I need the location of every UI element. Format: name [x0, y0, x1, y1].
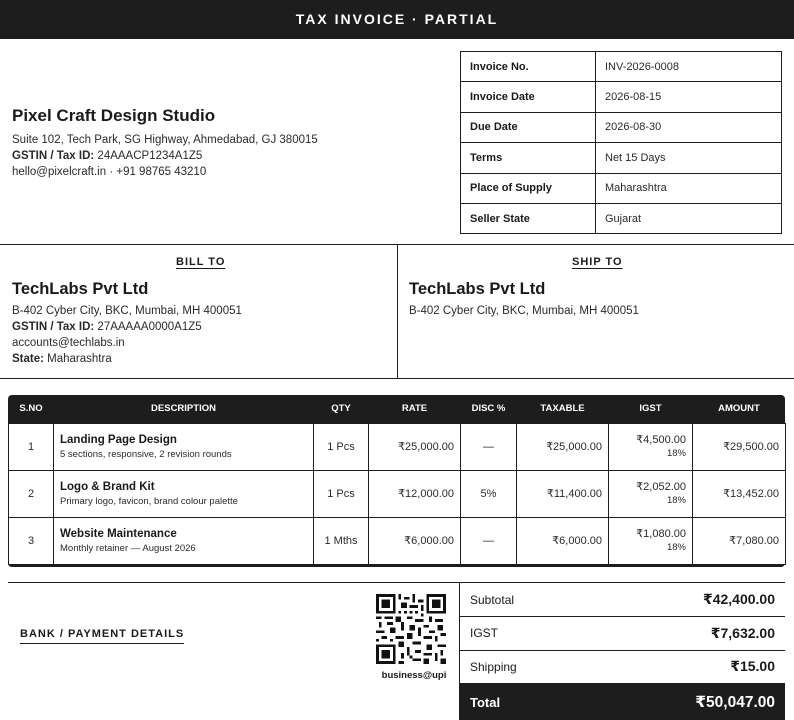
- seller-gstin-line: [12, 148, 442, 164]
- column-header: RATE: [401, 403, 428, 415]
- item-title: Logo & Brand Kit: [60, 480, 155, 493]
- igst-amount: ₹1,080.00: [636, 527, 686, 540]
- total-value: ₹50,047.00: [590, 684, 785, 720]
- seller-name: Pixel Craft Design Studio: [12, 106, 216, 125]
- bill-to-gstin-label: GSTIN / Tax ID:: [12, 321, 95, 333]
- subtotal-row: [460, 583, 785, 617]
- meta-row: [461, 173, 782, 203]
- meta-value: INV-2026-0008: [596, 52, 782, 82]
- ship-to-name: TechLabs Pvt Ltd: [409, 280, 546, 298]
- bill-to-gstin-line: [12, 319, 242, 335]
- row-disc: —: [461, 423, 517, 470]
- row-rate: ₹25,000.00: [369, 423, 461, 470]
- bill-to-heading: BILL TO: [176, 256, 226, 268]
- table-row: [9, 470, 786, 517]
- column-header: QTY: [331, 403, 351, 415]
- column-header: DISC %: [471, 403, 506, 415]
- items-header-row: [9, 395, 786, 423]
- meta-label: Due Date: [461, 112, 596, 142]
- meta-label: Terms: [461, 143, 596, 173]
- item-subtitle: Monthly retainer — August 2026: [60, 542, 196, 554]
- igst-amount: ₹4,500.00: [636, 433, 686, 446]
- bill-to-email: accounts@techlabs.in: [12, 337, 125, 349]
- seller-address: Suite 102, Tech Park, SG Highway, Ahmedabad, GJ 380015: [12, 134, 318, 146]
- item-subtitle: Primary logo, favicon, brand colour palette: [60, 495, 238, 507]
- meta-row: [461, 52, 782, 82]
- row-description: [54, 423, 314, 470]
- igst-rate: 18%: [666, 447, 686, 459]
- column-header: AMOUNT: [718, 403, 760, 415]
- seller-contact: hello@pixelcraft.in · +91 98765 43210: [12, 166, 207, 178]
- total-label: Total: [460, 684, 590, 720]
- divider: [397, 244, 398, 379]
- bill-to-address: B-402 Cyber City, BKC, Mumbai, MH 400051: [12, 305, 242, 317]
- row-sno: 1: [9, 423, 54, 470]
- row-taxable: ₹25,000.00: [517, 423, 609, 470]
- row-igst: [609, 423, 693, 470]
- table-row: [9, 423, 786, 470]
- meta-label: Place of Supply: [461, 173, 596, 203]
- igst-value: ₹7,632.00: [590, 617, 785, 651]
- column-header: IGST: [639, 403, 662, 415]
- bill-to-details: [12, 303, 242, 367]
- row-igst: [609, 470, 693, 517]
- invoice-title-bar: TAX INVOICE · PARTIAL: [0, 0, 794, 39]
- row-sno: 2: [9, 470, 54, 517]
- meta-value: 2026-08-15: [596, 82, 782, 112]
- invoice-meta-table: [460, 51, 782, 234]
- meta-label: Invoice No.: [461, 52, 596, 82]
- igst-row: [460, 617, 785, 651]
- meta-label: Seller State: [461, 203, 596, 233]
- igst-rate: 18%: [666, 494, 686, 506]
- meta-value: 2026-08-30: [596, 112, 782, 142]
- row-igst: [609, 517, 693, 564]
- column-header: DESCRIPTION: [151, 403, 216, 415]
- ship-to-address: B-402 Cyber City, BKC, Mumbai, MH 400051: [409, 305, 639, 317]
- row-disc: 5%: [461, 470, 517, 517]
- item-title: Website Maintenance: [60, 527, 177, 540]
- meta-row: [461, 203, 782, 233]
- meta-row: [461, 143, 782, 173]
- meta-row: [461, 82, 782, 112]
- bank-details-heading: BANK / PAYMENT DETAILS: [20, 628, 184, 644]
- item-title: Landing Page Design: [60, 433, 177, 446]
- seller-block: [12, 106, 442, 180]
- row-qty: 1 Pcs: [314, 423, 369, 470]
- total-row: [460, 684, 785, 720]
- meta-value: Maharashtra: [596, 173, 782, 203]
- subtotal-value: ₹42,400.00: [590, 583, 785, 617]
- qr-code-icon: [376, 594, 446, 664]
- row-qty: 1 Mths: [314, 517, 369, 564]
- upi-id: business@upi: [381, 670, 447, 681]
- row-qty: 1 Pcs: [314, 470, 369, 517]
- row-disc: —: [461, 517, 517, 564]
- subtotal-label: Subtotal: [460, 583, 590, 617]
- seller-gstin: 24AAACP1234A1Z5: [97, 150, 203, 162]
- row-amount: ₹13,452.00: [693, 470, 786, 517]
- item-subtitle: 5 sections, responsive, 2 revision rounds: [60, 448, 232, 460]
- igst-label: IGST: [460, 617, 590, 651]
- row-description: [54, 470, 314, 517]
- row-rate: ₹6,000.00: [369, 517, 461, 564]
- column-header: TAXABLE: [540, 403, 585, 415]
- igst-amount: ₹2,052.00: [636, 480, 686, 493]
- shipping-row: [460, 650, 785, 684]
- row-taxable: ₹11,400.00: [517, 470, 609, 517]
- bill-to-state-label: State:: [12, 353, 44, 365]
- seller-gstin-label: GSTIN / Tax ID:: [12, 150, 95, 162]
- row-sno: 3: [9, 517, 54, 564]
- meta-value: Net 15 Days: [596, 143, 782, 173]
- shipping-value: ₹15.00: [590, 650, 785, 684]
- igst-rate: 18%: [666, 541, 686, 553]
- bill-to-state: Maharashtra: [47, 353, 112, 365]
- meta-label: Invoice Date: [461, 82, 596, 112]
- divider: [0, 378, 794, 379]
- bill-to-gstin: 27AAAAA0000A1Z5: [97, 321, 202, 333]
- items-table: [8, 395, 786, 565]
- meta-row: [461, 112, 782, 142]
- totals-table: [460, 583, 785, 720]
- table-row: [9, 517, 786, 564]
- row-rate: ₹12,000.00: [369, 470, 461, 517]
- row-amount: ₹29,500.00: [693, 423, 786, 470]
- ship-to-heading: SHIP TO: [572, 256, 623, 268]
- bill-to-name: TechLabs Pvt Ltd: [12, 280, 149, 298]
- row-description: [54, 517, 314, 564]
- row-amount: ₹7,080.00: [693, 517, 786, 564]
- row-taxable: ₹6,000.00: [517, 517, 609, 564]
- column-header: S.NO: [19, 403, 43, 415]
- meta-value: Gujarat: [596, 203, 782, 233]
- shipping-label: Shipping: [460, 650, 590, 684]
- bill-to-state-line: [12, 351, 242, 367]
